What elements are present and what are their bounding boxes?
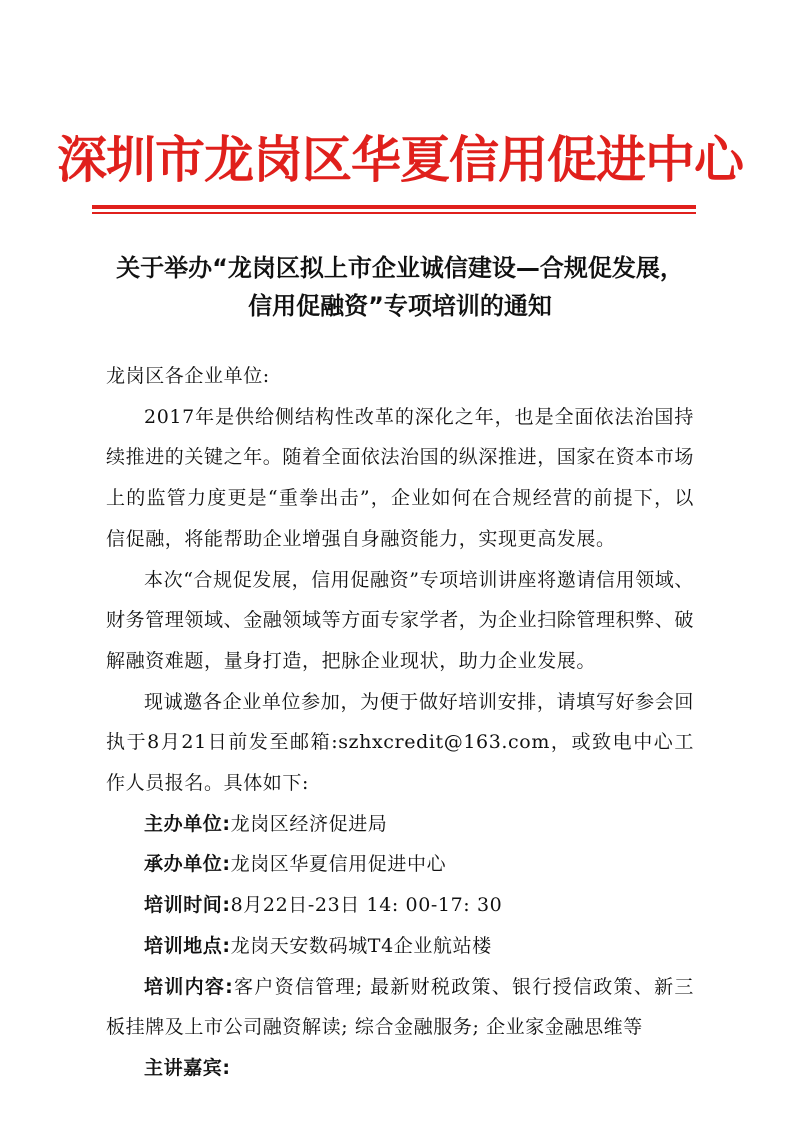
header-rule-thin xyxy=(92,212,696,214)
info-label: 主讲嘉宾: xyxy=(144,1056,231,1079)
notice-title: 关于举办“龙岗区拟上市企业诚信建设—合规促发展，信用促融资”专项培训的通知 xyxy=(116,254,684,320)
info-item-location xyxy=(106,926,694,967)
header-rule-thick xyxy=(92,205,696,209)
notice-body xyxy=(106,356,694,1089)
info-label: 培训时间: xyxy=(144,894,231,917)
info-label: 承办单位: xyxy=(144,853,231,876)
info-value: 龙岗区华夏信用促进中心 xyxy=(230,853,447,876)
info-value: 客户资信管理; 最新财税政策、银行授信政策、新三板挂牌及上市公司融资解读; 综合金融服务; 企业家金融思维等 xyxy=(106,975,695,1039)
info-label: 主办单位: xyxy=(144,812,231,835)
info-item-time xyxy=(106,885,694,926)
info-item-content xyxy=(106,967,694,1048)
info-item-organizer xyxy=(106,804,694,845)
body-paragraph: 本次“合规促发展，信用促融资”专项培训讲座将邀请信用领域、财务管理领域、金融领域等方面专家学者，为企业扫除管理积弊、破解融资难题，量身打造，把脉企业现状，助力企业发展。 xyxy=(106,568,695,672)
organization-header: 深圳市龙岗区华夏信用促进中心 xyxy=(57,130,743,189)
info-value: 龙岗天安数码城T4企业航站楼 xyxy=(230,934,492,957)
info-value: 8月22日-23日 14: 00-17: 30 xyxy=(230,894,503,917)
info-item-speakers xyxy=(106,1048,694,1089)
info-item-co-organizer xyxy=(106,844,694,885)
info-value: 龙岗区经济促进局 xyxy=(230,812,388,835)
info-label: 培训内容: xyxy=(144,975,234,998)
body-paragraph: 现诚邀各企业单位参加，为便于做好培训安排，请填写好参会回执于8月21日前发至邮箱:szhxcredit@163.com，或致电中心工作人员报名。具体如下: xyxy=(106,690,694,795)
salutation: 龙岗区各企业单位: xyxy=(106,365,270,387)
info-label: 培训地点: xyxy=(144,934,231,957)
body-paragraph: 2017年是供给侧结构性改革的深化之年，也是全面依法治国持续推进的关键之年。随着全面依法治国的纵深推进，国家在资本市场上的监管力度更是“重拳出击”，企业如何在合规经营的前提下，以信促融，将能帮助企业增强自身融资能力，实现更高发展。 xyxy=(106,405,695,550)
